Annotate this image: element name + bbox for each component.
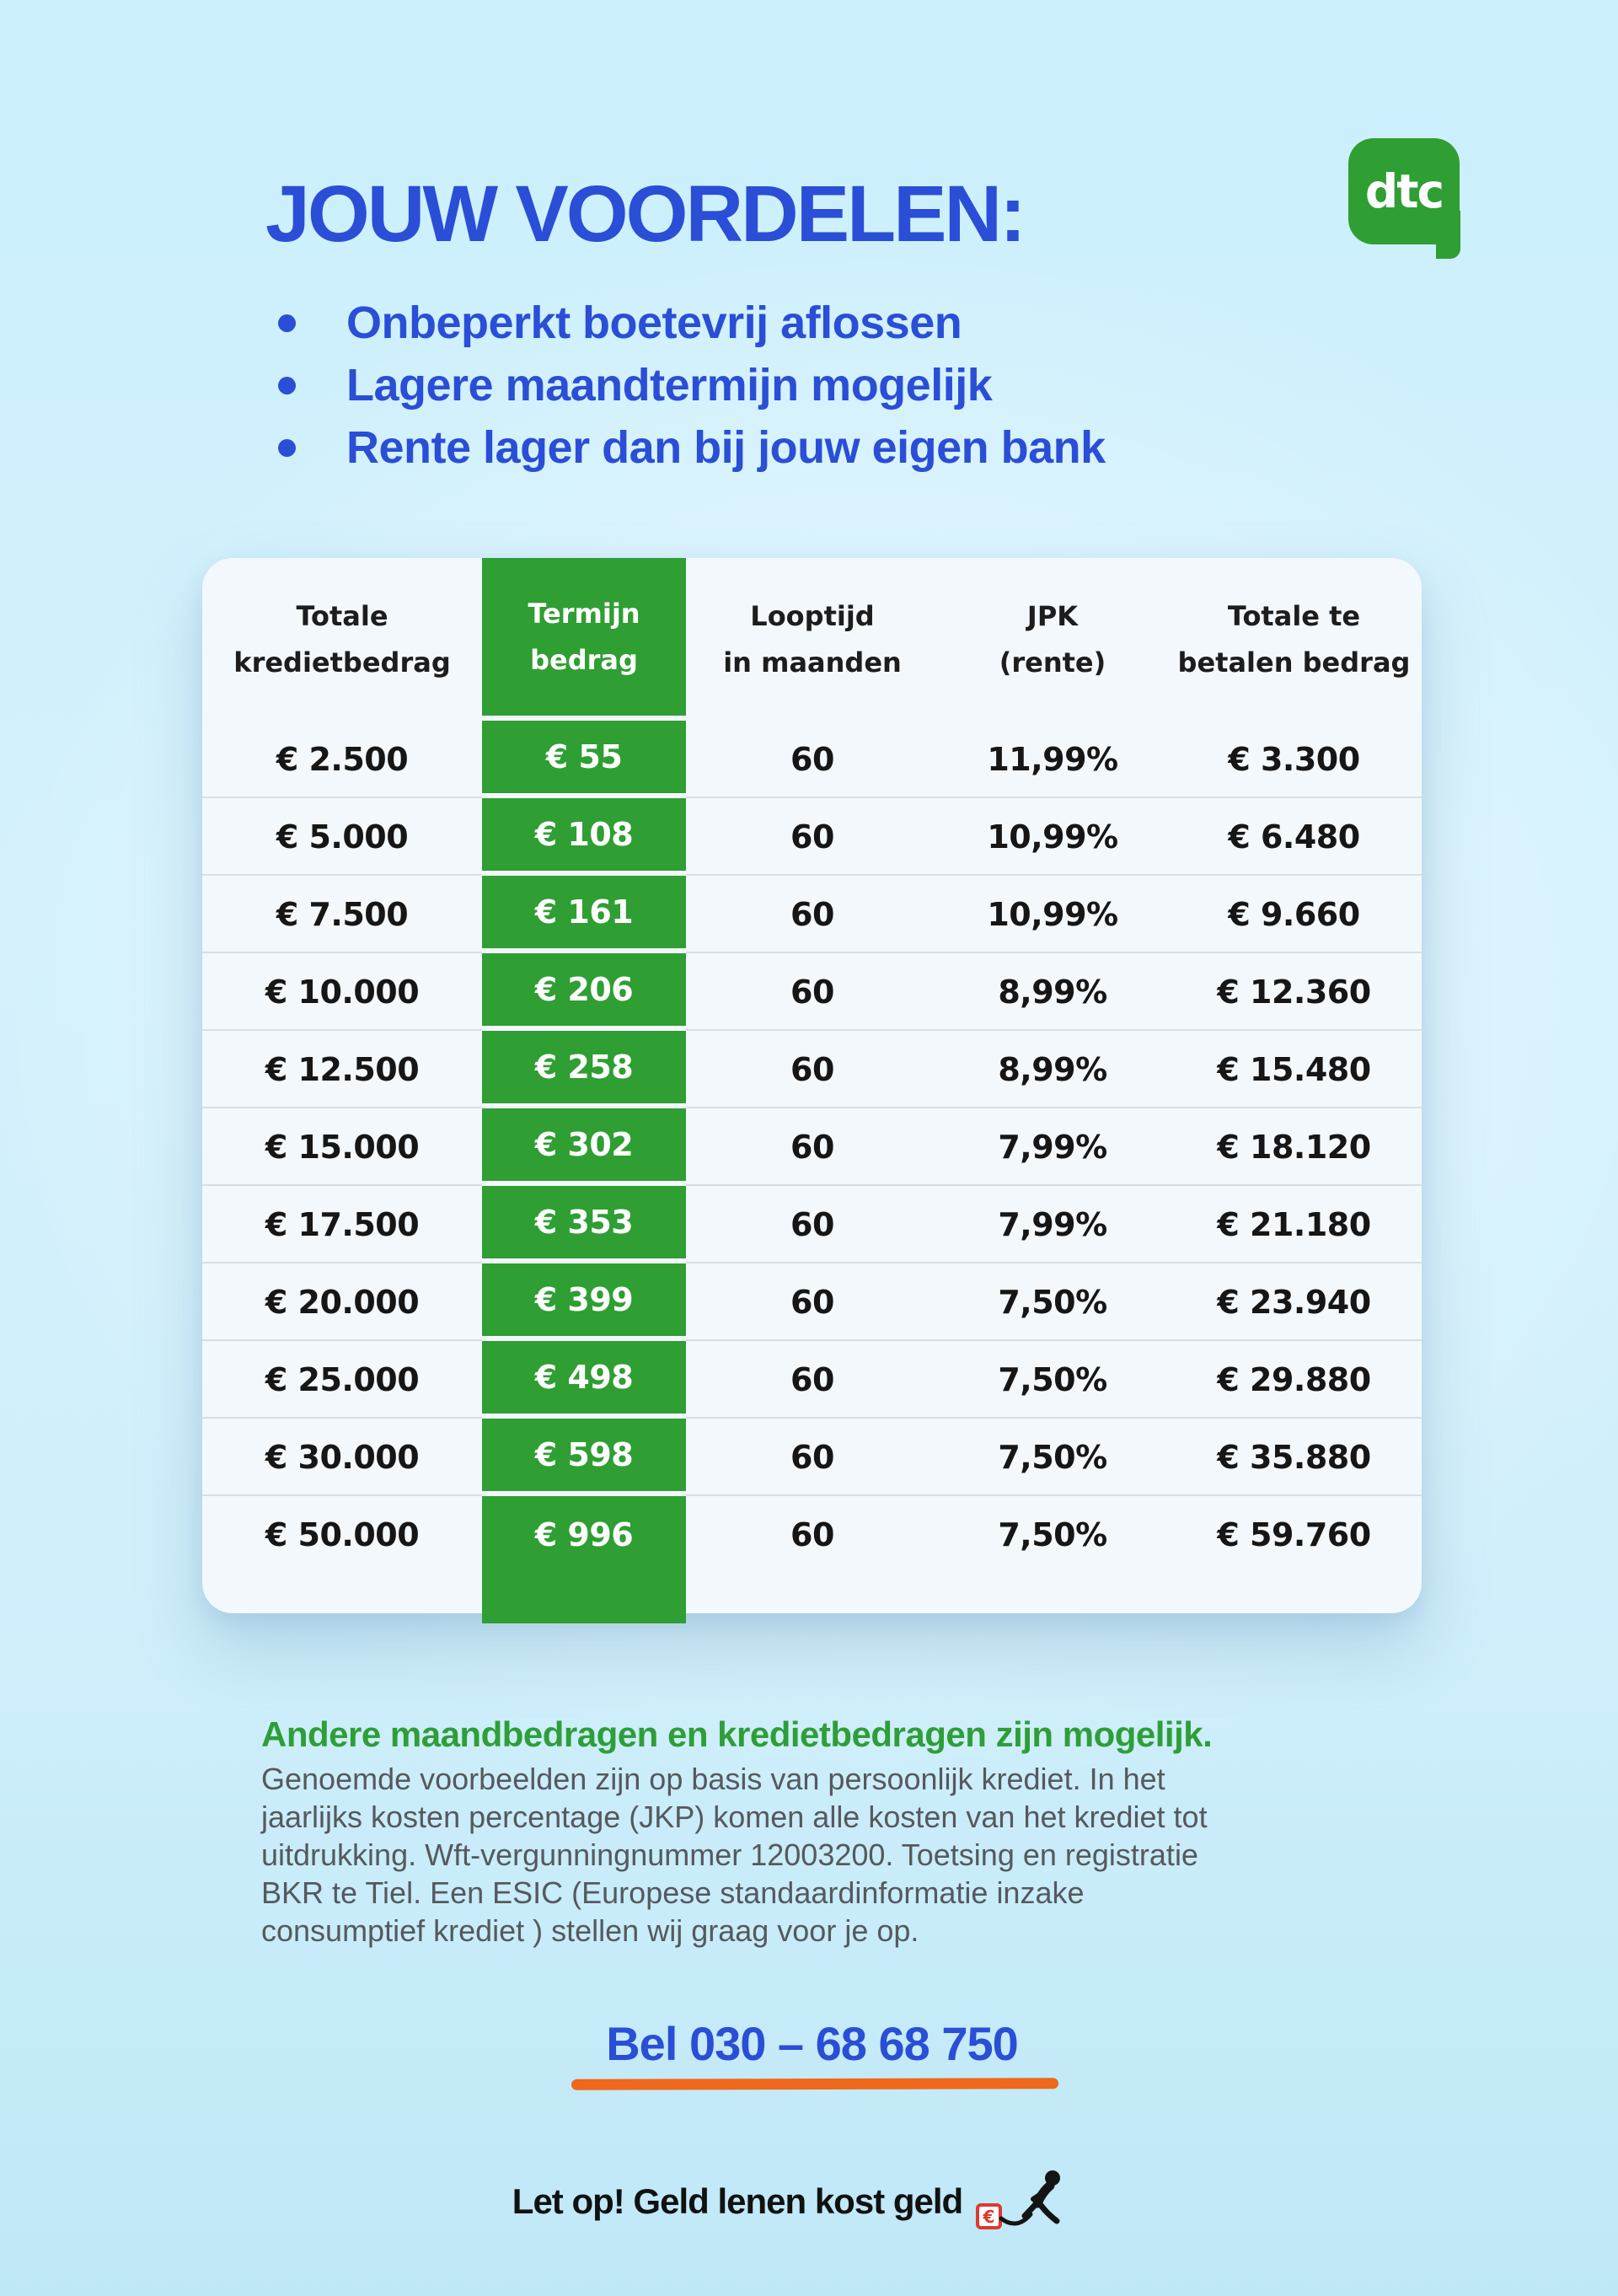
bullet-icon: [278, 439, 296, 457]
benefit-item: [278, 416, 1106, 479]
cell-looptijd: 60: [790, 1439, 834, 1476]
note-line: jaarlijks kosten percentage (JKP) komen alle kosten van het krediet tot: [261, 1800, 1208, 1834]
phone-underline-stroke: [571, 2078, 1058, 2090]
table-row: [202, 1029, 1422, 1108]
cell-jkp: 7,50%: [998, 1361, 1107, 1398]
cell-totaal: € 6.480: [1228, 818, 1360, 856]
green-column-cells: [482, 721, 686, 1574]
table-row: [202, 1494, 1422, 1574]
credit-warning-text: Let op! Geld lenen kost geld: [512, 2181, 963, 2221]
cell-totaal: € 21.180: [1217, 1206, 1371, 1243]
phone-cta: [202, 2016, 1422, 2071]
cell-jkp: 10,99%: [987, 818, 1118, 856]
green-cell-termijn: € 353: [482, 1186, 686, 1263]
credit-warning: [0, 2168, 1599, 2235]
green-cell-termijn: € 108: [482, 798, 686, 876]
green-cell-termijn: € 302: [482, 1108, 686, 1186]
cell-looptijd: 60: [790, 1361, 834, 1398]
cell-krediet: € 7.500: [276, 896, 409, 933]
bullet-icon: [278, 314, 296, 332]
green-cell-termijn: € 996: [534, 1516, 634, 1553]
note-line: consumptief krediet ) stellen wij graag voor je op.: [261, 1913, 919, 1948]
dtc-logo: [1348, 138, 1466, 263]
cell-looptijd: 60: [790, 1516, 834, 1553]
cell-krediet: € 5.000: [276, 818, 409, 856]
benefits-list: [278, 292, 1106, 479]
green-cell-termijn: € 206: [482, 953, 686, 1031]
table-row: [202, 1184, 1422, 1263]
dtc-logo-text: dtc: [1364, 164, 1444, 218]
cell-jkp: 7,50%: [998, 1284, 1107, 1321]
cell-looptijd: 60: [790, 1206, 834, 1243]
table-row: [202, 1417, 1422, 1496]
cell-krediet: € 10.000: [265, 974, 420, 1011]
bullet-icon: [278, 377, 296, 394]
table-header-row: [202, 558, 1422, 721]
green-cell-termijn: € 161: [482, 876, 686, 953]
cell-jkp: 8,99%: [998, 1051, 1107, 1088]
table-rows: [202, 721, 1422, 1574]
cell-krediet: € 25.000: [265, 1361, 420, 1398]
header-jpk: JPK (rente): [999, 599, 1106, 679]
benefit-item: [278, 354, 1106, 416]
benefit-label: Onbeperkt boetevrij aflossen: [346, 298, 962, 348]
cell-krediet: € 20.000: [265, 1284, 420, 1321]
header-totale-te-betalen: Totale te betalen bedrag: [1177, 599, 1411, 679]
cell-looptijd: 60: [790, 974, 834, 1011]
cell-jkp: 10,99%: [987, 896, 1118, 933]
cell-totaal: € 35.880: [1217, 1439, 1371, 1476]
benefit-item: [278, 292, 1106, 354]
note-line: Genoemde voorbeelden zijn op basis van persoonlijk krediet. In het: [261, 1762, 1165, 1796]
green-cell-termijn: € 598: [482, 1419, 686, 1496]
cell-krediet: € 15.000: [265, 1129, 420, 1166]
table-row: [202, 797, 1422, 876]
cell-totaal: € 59.760: [1217, 1516, 1371, 1553]
table-row: [202, 874, 1422, 953]
cell-totaal: € 15.480: [1217, 1051, 1371, 1088]
cell-totaal: € 3.300: [1228, 741, 1360, 778]
table-row: [202, 1107, 1422, 1186]
cell-krediet: € 30.000: [265, 1439, 420, 1476]
euro-glyph: €: [983, 2207, 995, 2227]
cell-looptijd: 60: [790, 896, 834, 933]
benefit-label: Lagere maandtermijn mogelijk: [346, 360, 993, 410]
cell-looptijd: 60: [790, 1051, 834, 1088]
header-totale-kredietbedrag: Totale kredietbedrag: [233, 599, 451, 679]
green-termijn-column: [482, 558, 686, 1623]
note-heading: Andere maandbedragen en kredietbedragen zijn mogelijk.: [261, 1714, 1213, 1754]
benefit-label: Rente lager dan bij jouw eigen bank: [346, 422, 1106, 473]
cell-jkp: 7,99%: [998, 1129, 1107, 1166]
cell-krediet: € 17.500: [265, 1206, 420, 1243]
table-row: [202, 1339, 1422, 1419]
note-paragraph: [261, 1760, 1208, 1950]
cell-looptijd: 60: [790, 818, 834, 856]
cell-krediet: € 50.000: [265, 1516, 420, 1553]
cell-totaal: € 12.360: [1217, 974, 1371, 1011]
cell-looptijd: 60: [790, 1284, 834, 1321]
cell-totaal: € 18.120: [1217, 1129, 1371, 1166]
green-cell-termijn: € 399: [482, 1263, 686, 1341]
geld-lenen-kost-geld-icon: [974, 2168, 1069, 2235]
header-termijn-bedrag: Termijn bedrag: [482, 558, 686, 721]
page-title: JOUW VOORDELEN:: [265, 169, 1024, 259]
note-line: BKR te Tiel. Een ESIC (Europese standaardinformatie inzake: [261, 1875, 1085, 1910]
note-line: uitdrukking. Wft-vergunningnummer 12003200. Toetsing en registratie: [261, 1837, 1198, 1872]
cell-jkp: 7,50%: [998, 1516, 1107, 1553]
cell-totaal: € 23.940: [1217, 1284, 1371, 1321]
cell-looptijd: 60: [790, 741, 834, 778]
cell-totaal: € 9.660: [1228, 896, 1360, 933]
cell-jkp: 11,99%: [987, 741, 1118, 778]
phone-number-link[interactable]: Bel 030 – 68 68 750: [606, 2017, 1018, 2070]
table-row: [202, 1262, 1422, 1341]
cell-jkp: 8,99%: [998, 974, 1107, 1011]
cell-krediet: € 12.500: [265, 1051, 420, 1088]
header-looptijd: Looptijd in maanden: [723, 599, 902, 679]
green-cell-termijn: € 55: [482, 721, 686, 798]
green-cell-termijn: € 258: [482, 1031, 686, 1108]
cell-looptijd: 60: [790, 1129, 834, 1166]
cell-krediet: € 2.500: [276, 741, 409, 778]
table-row: [202, 721, 1422, 798]
green-cell-termijn: € 498: [482, 1341, 686, 1419]
cell-jkp: 7,50%: [998, 1439, 1107, 1476]
cell-jkp: 7,99%: [998, 1206, 1107, 1243]
cell-totaal: € 29.880: [1217, 1361, 1371, 1398]
table-row: [202, 952, 1422, 1031]
